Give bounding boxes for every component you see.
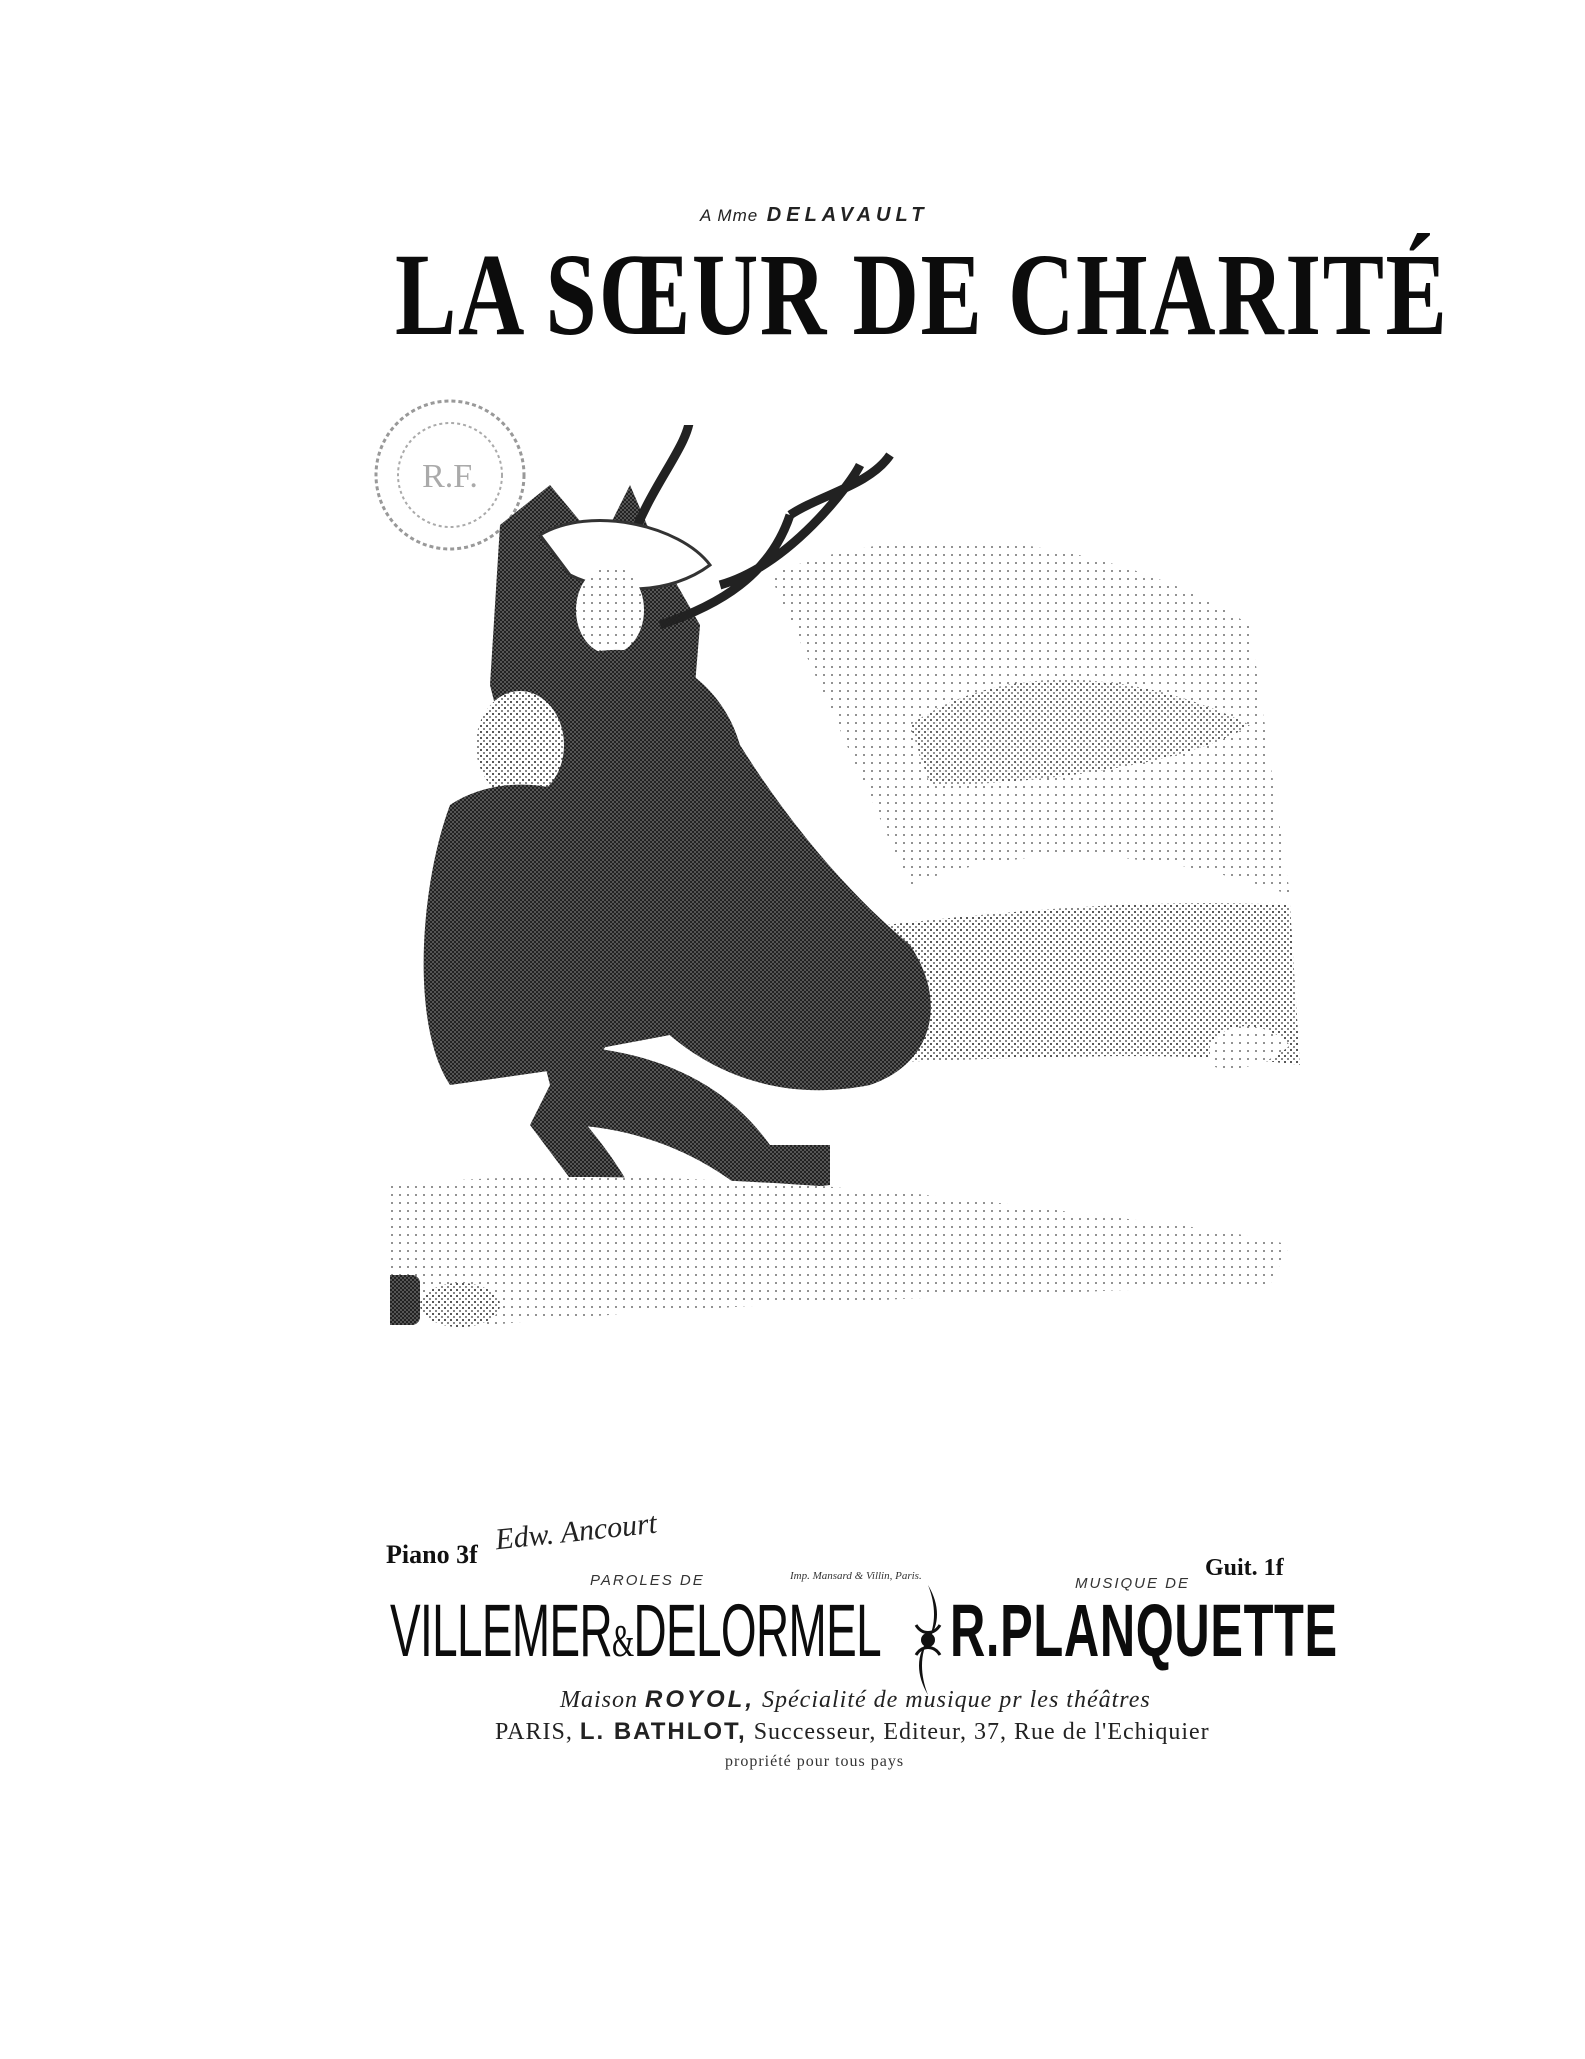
publisher-address: Successeur, Editeur, 37, Rue de l'Echiquier: [753, 1719, 1210, 1745]
maison-label: Maison: [560, 1687, 638, 1713]
publisher-name: L. BATHLOT,: [579, 1718, 747, 1745]
page-title: LA SŒUR DE CHARITÉ: [395, 229, 1449, 360]
lyricist-delormel: DELORMEL: [633, 1589, 881, 1672]
cap: [420, 1283, 500, 1327]
maison-royol: ROYOL,: [645, 1686, 756, 1713]
rights-notice: propriété pour tous pays: [725, 1753, 905, 1770]
ampersand: &: [611, 1615, 634, 1666]
soldier-head: [476, 691, 564, 799]
dedication-name: DELAVAULT: [766, 204, 929, 226]
dedication: [700, 204, 928, 227]
nun-face: [576, 566, 644, 654]
artist-signature: Edw. Ancourt: [493, 1506, 659, 1557]
city: PARIS,: [495, 1719, 573, 1745]
lyrics-label: PAROLES DE: [590, 1572, 705, 1589]
lithograph-illustration: [390, 425, 1315, 1550]
haversack: [390, 1275, 420, 1325]
price-piano: Piano 3f: [386, 1540, 478, 1569]
lyricists: [390, 1588, 881, 1673]
publisher-line-2: [495, 1718, 1210, 1746]
ornament-icon: [908, 1585, 948, 1695]
music-label: MUSIQUE DE: [1075, 1575, 1191, 1592]
composer: R.PLANQUETTE: [950, 1589, 1338, 1672]
lyricist-villemer: VILLEMER: [390, 1589, 612, 1672]
specialite: Spécialité de musique pr les théâtres: [762, 1687, 1151, 1713]
publisher-line-1: [560, 1686, 1151, 1714]
printer-credit: Imp. Mansard & Villin, Paris.: [790, 1570, 922, 1582]
dedication-lead: A Mme: [700, 206, 759, 225]
ground: [390, 1177, 1290, 1325]
svg-text:R.F.: R.F.: [422, 458, 478, 495]
price-guitar: Guit. 1f: [1205, 1555, 1284, 1581]
